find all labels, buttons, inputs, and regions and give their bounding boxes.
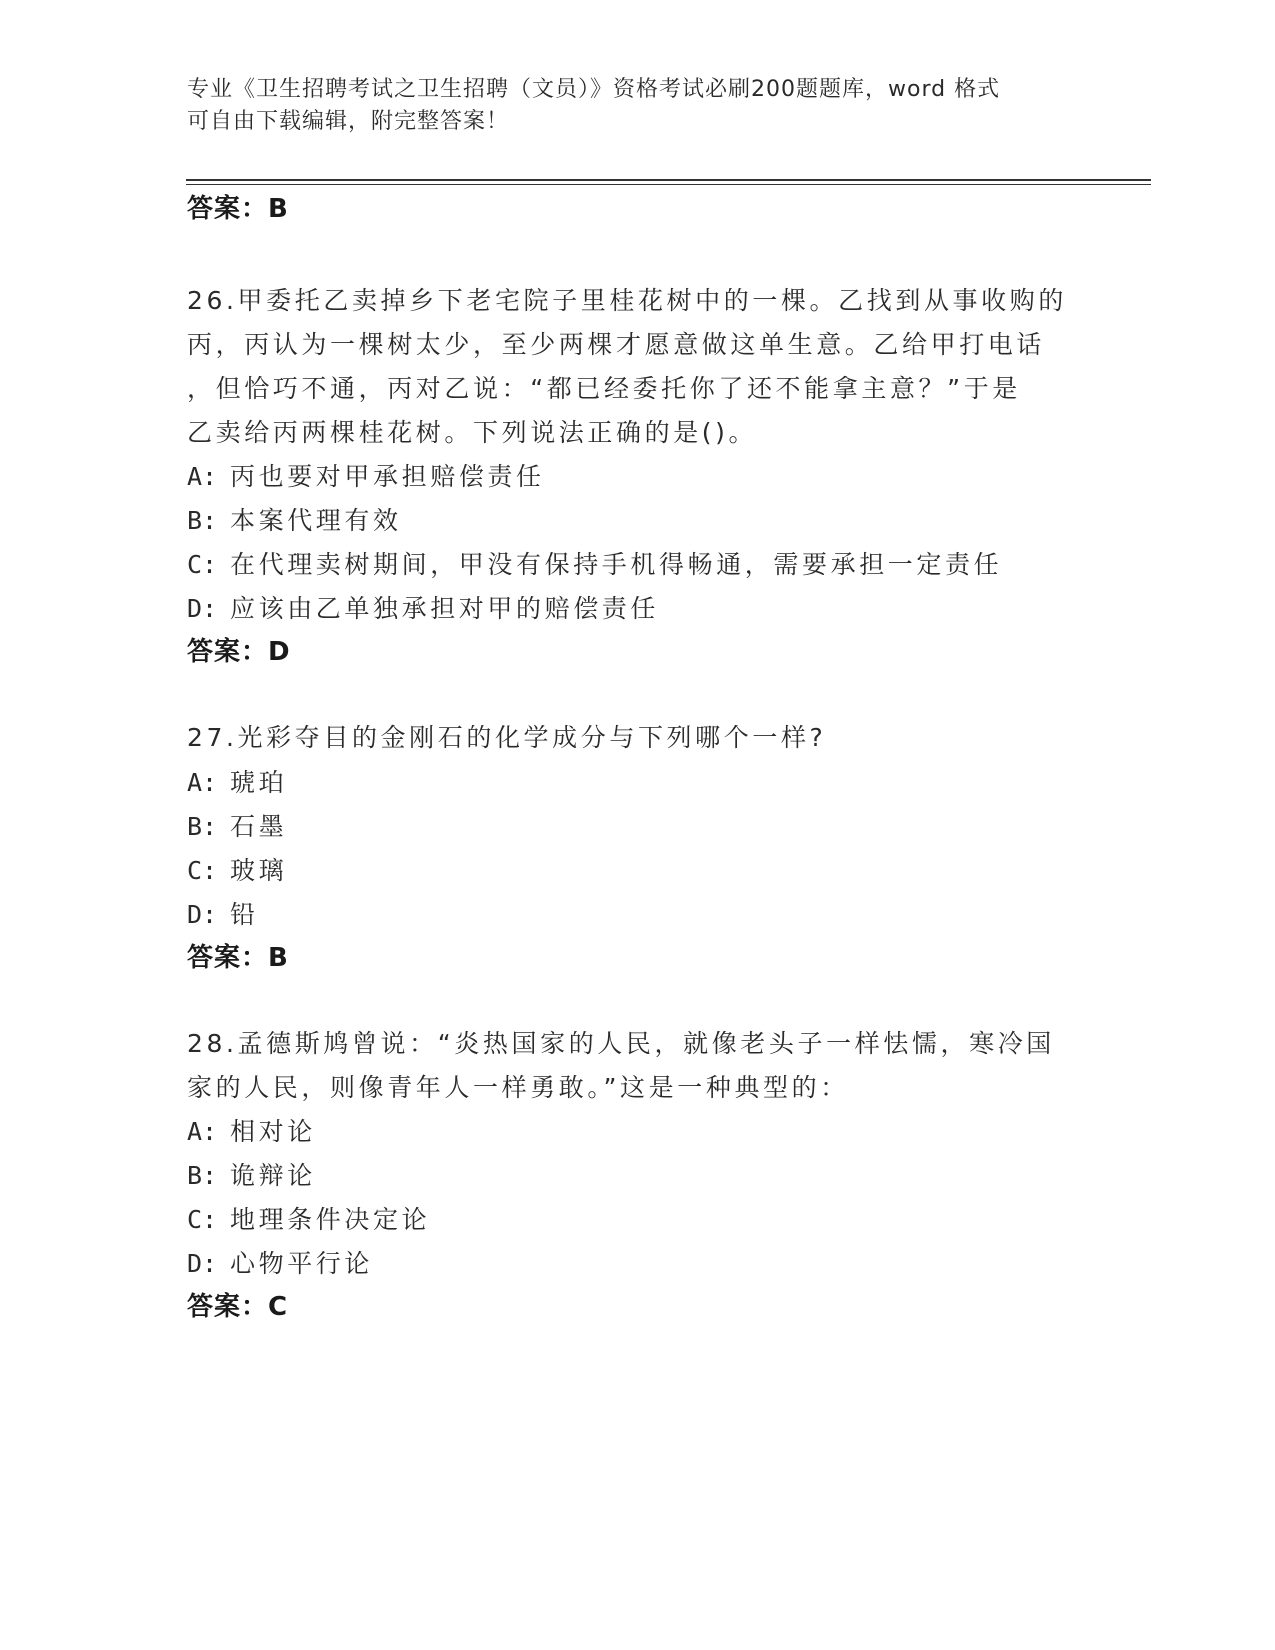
option-text: 诡辩论 — [230, 1161, 316, 1190]
document-header — [187, 74, 1067, 138]
option-label: C: — [187, 856, 218, 885]
option-text: 丙也要对甲承担赔偿责任 — [230, 462, 545, 491]
question-28-option-b — [187, 1158, 316, 1194]
question-26-option-a — [187, 459, 545, 495]
option-text: 心物平行论 — [230, 1249, 374, 1278]
option-label: A: — [187, 768, 218, 797]
option-label: A: — [187, 1117, 218, 1146]
option-label: B: — [187, 1161, 218, 1190]
question-28-text-line: 28.孟德斯鸠曾说：“炎热国家的人民，就像老头子一样怯懦，寒冷国 — [187, 1029, 1055, 1058]
answer-q28: 答案：C — [187, 1292, 289, 1322]
question-28-option-a — [187, 1114, 316, 1150]
header-line-1: 专业《卫生招聘考试之卫生招聘（文员）》资格考试必刷200题题库，word 格式 — [187, 77, 1001, 102]
question-27-text-line: 27.光彩夺目的金刚石的化学成分与下列哪个一样? — [187, 723, 827, 752]
option-text: 地理条件决定论 — [230, 1205, 431, 1234]
option-label: D: — [187, 1249, 218, 1278]
question-26-text-line: ，但恰巧不通，丙对乙说：“都已经委托你了还不能拿主意？”于是 — [187, 374, 1021, 403]
question-26-text-line: 26.甲委托乙卖掉乡下老宅院子里桂花树中的一棵。乙找到从事收购的 — [187, 286, 1067, 315]
option-label: A: — [187, 462, 218, 491]
question-26-option-d — [187, 591, 659, 627]
option-label: B: — [187, 506, 218, 535]
option-text: 在代理卖树期间，甲没有保持手机得畅通，需要承担一定责任 — [230, 550, 1003, 579]
question-26-text-line: 丙，丙认为一棵树太少，至少两棵才愿意做这单生意。乙给甲打电话 — [187, 330, 1046, 359]
header-line-2: 可自由下载编辑，附完整答案！ — [187, 109, 510, 134]
question-26-option-c — [187, 547, 1002, 583]
answer-q25: 答案：B — [187, 194, 289, 224]
question-27-option-c — [187, 853, 287, 889]
header-rule-thick — [186, 179, 1151, 181]
option-label: B: — [187, 812, 218, 841]
header-rule-thin — [186, 184, 1151, 185]
option-label: C: — [187, 550, 218, 579]
question-28-text-line: 家的人民，则像青年人一样勇敢。”这是一种典型的： — [187, 1073, 849, 1102]
question-27-option-a — [187, 765, 287, 801]
option-text: 相对论 — [230, 1117, 316, 1146]
option-text: 石墨 — [230, 812, 288, 841]
option-text: 应该由乙单独承担对甲的赔偿责任 — [230, 594, 660, 623]
option-label: D: — [187, 900, 218, 929]
option-text: 本案代理有效 — [230, 506, 402, 535]
option-text: 铅 — [230, 900, 259, 929]
question-26-option-b — [187, 503, 402, 539]
question-27-option-d — [187, 897, 259, 933]
answer-q26: 答案：D — [187, 637, 291, 667]
answer-q27: 答案：B — [187, 943, 289, 973]
question-27-option-b — [187, 809, 287, 845]
question-28-option-c — [187, 1202, 430, 1238]
option-text: 玻璃 — [230, 856, 288, 885]
option-text: 琥珀 — [230, 768, 288, 797]
option-label: C: — [187, 1205, 218, 1234]
question-26-text-line: 乙卖给丙两棵桂花树。下列说法正确的是()。 — [187, 418, 758, 447]
option-label: D: — [187, 594, 218, 623]
question-28-option-d — [187, 1246, 373, 1282]
